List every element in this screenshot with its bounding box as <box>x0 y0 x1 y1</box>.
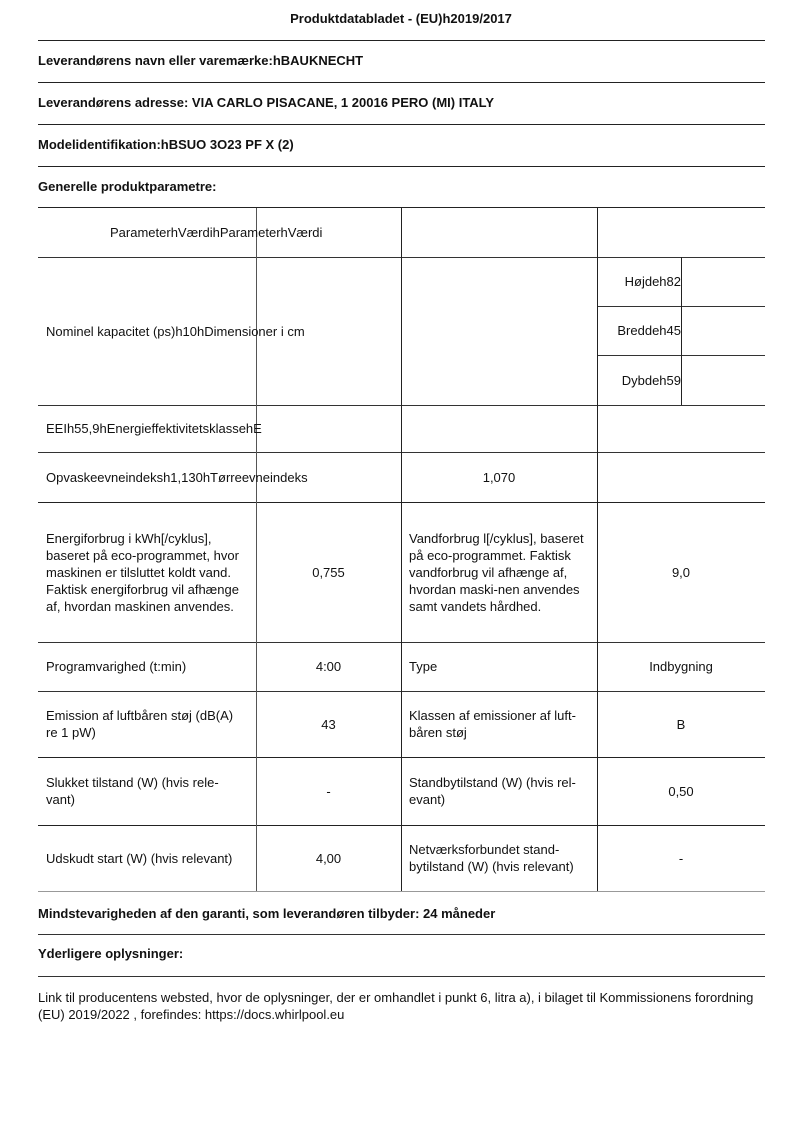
program-duration-value: 4:00 <box>315 659 342 674</box>
type-value: Indbygning <box>649 659 713 674</box>
divider <box>38 166 765 167</box>
standby-label: Standbytilstand (W) (hvis rel-evant) <box>409 775 576 807</box>
divider <box>38 976 765 977</box>
dimension-depth: Dybdeh59 <box>621 372 681 388</box>
noise-class-value: B <box>676 716 686 732</box>
noise-class-label: Klassen af emissioner af luft-båren støj <box>409 708 576 740</box>
table-border <box>38 891 765 892</box>
energy-consumption-value: 0,755 <box>312 564 345 580</box>
dimension-height: Højdeh82 <box>624 274 681 289</box>
standby-value: 0,50 <box>668 783 694 799</box>
delay-start-value: 4,00 <box>315 850 342 866</box>
cleaning-index-label: Opvaskeevneindeksh1,130hTørreevneindeks <box>46 469 308 485</box>
eei-label: EEIh55,9hEnergieffektivitetsklassehE <box>46 421 262 436</box>
networked-standby-value: - <box>678 850 684 866</box>
dimension-width: Breddeh45 <box>617 323 681 338</box>
off-mode-label: Slukket tilstand (W) (hvis rele-vant) <box>46 775 219 807</box>
noise-emission-value: 43 <box>321 716 336 732</box>
divider <box>38 40 765 41</box>
manufacturer-link-text: Link til producentens websted, hvor de oplysninger, der er omhandlet i punkt 6, litra a), i bilaget til Kommissionens forordning (EU) 2019/2022 , forefindes: https://docs.whirlpool.eu <box>38 990 754 1022</box>
general-params-heading: Generelle produktparametre: <box>38 179 217 194</box>
warranty-statement: Mindstevarigheden af den garanti, som leverandøren tilbyder: 24 måneder <box>38 906 496 921</box>
program-duration-label: Programvarighed (t:min) <box>46 659 187 674</box>
off-mode-value: - <box>326 783 331 799</box>
additional-info-heading: Yderligere oplysninger: <box>38 946 184 961</box>
supplier-address: Leverandørens adresse: VIA CARLO PISACANE, 1 20016 PERO (MI) ITALY <box>38 95 495 110</box>
model-identification: Modelidentifikation:hBSUO 3O23 PF X (2) <box>38 137 294 152</box>
table-header: ParameterhVærdihParameterhVærdi <box>110 225 323 240</box>
capacity-label: Nominel kapacitet (ps)h10hDimensioner i cm <box>46 323 305 339</box>
noise-emission-label: Emission af luftbåren støj (dB(A) re 1 pW) <box>46 708 234 740</box>
networked-standby-label: Netværksforbundet stand-bytilstand (W) (hvis relevant) <box>409 842 574 874</box>
energy-consumption-label: Energiforbrug i kWh[/cyklus], baseret på eco-programmet, hvor maskinen er tilsluttet koldt vand. Faktisk energiforbrug vil afhænge af, hvordan maskinen anvendes. <box>46 530 239 614</box>
type-label: Type <box>409 659 438 674</box>
table-border <box>681 257 682 405</box>
divider <box>38 82 765 83</box>
water-consumption-label: Vandforbrug l[/cyklus], baseret på eco-programmet. Faktisk vandforbrug vil afhænge af, hvordan maski-nen anvendes samt vandets hårdhed. <box>409 530 584 614</box>
drying-index-value: 1,070 <box>482 469 516 485</box>
supplier-name: Leverandørens navn eller varemærke:hBAUKNECHT <box>38 53 364 68</box>
delay-start-label: Udskudt start (W) (hvis relevant) <box>46 850 233 866</box>
divider <box>38 934 765 935</box>
divider <box>38 124 765 125</box>
page-title: Produktdatabladet - (EU)h2019/2017 <box>290 11 512 26</box>
water-consumption-value: 9,0 <box>671 564 691 580</box>
